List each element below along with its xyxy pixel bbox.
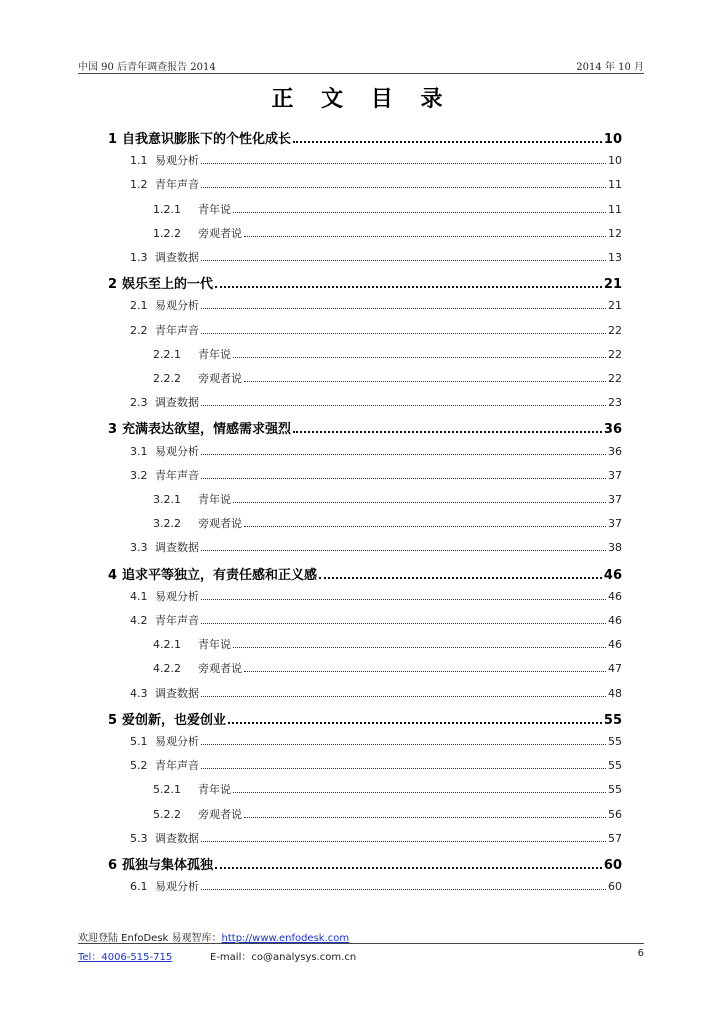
toc-entry[interactable]: [130, 830, 622, 846]
toc-entry-label: 调查数据: [155, 541, 199, 555]
toc-entry[interactable]: [153, 515, 622, 531]
toc-entry-label: 易观分析: [155, 880, 199, 894]
toc-entry-label: 青年声音: [155, 759, 199, 773]
toc-dot-leader: [201, 186, 606, 188]
toc-entry[interactable]: [130, 322, 622, 338]
toc-entry[interactable]: [153, 806, 622, 822]
toc-entry-label: 易观分析: [155, 444, 199, 458]
toc-entry-page: 46: [608, 638, 622, 652]
toc-entry-page: 37: [608, 517, 622, 531]
footer-contact: [78, 948, 644, 962]
toc-dot-leader: [201, 453, 606, 455]
toc-dot-leader: [201, 259, 606, 261]
toc-entry[interactable]: [130, 539, 622, 555]
toc-dot-leader: [244, 380, 606, 382]
toc-entry-number: 6: [108, 858, 118, 873]
toc-entry-page: 55: [603, 712, 622, 728]
toc-entry-label: 充满表达欲望，情感需求强烈: [122, 422, 292, 438]
toc-entry-page: 46: [608, 614, 622, 627]
toc-dot-leader: [244, 816, 606, 818]
toc-entry-label: 易观分析: [155, 589, 199, 603]
footer-email-label: E-mail：: [210, 952, 252, 963]
toc-entry-label: 自我意识膨胀下的个性化成长: [122, 132, 292, 147]
toc-entry-label: 易观分析: [155, 735, 199, 748]
toc-entry-number: 3.2.2: [153, 517, 181, 531]
toc-entry-number: 4.2.2: [153, 662, 181, 676]
toc-entry-number: 4.1: [130, 589, 148, 603]
toc-entry-number: 5.2: [130, 759, 148, 773]
toc-entry-page: 46: [608, 589, 622, 603]
toc-entry-number: 1.2.1: [153, 202, 181, 216]
page-title: 正 文 目 录: [271, 86, 453, 112]
toc-entry-page: 37: [608, 493, 622, 506]
toc-entry-label: 青年声音: [155, 468, 199, 482]
toc-entry-page: 47: [608, 662, 622, 676]
footer-phone-link[interactable]: Tel：4006-515-715: [78, 952, 173, 963]
toc-entry-label: 孤独与集体孤独: [122, 858, 214, 873]
toc-dot-leader: [233, 646, 606, 648]
toc-entry-page: 10: [603, 132, 622, 147]
toc-entry-number: 3: [108, 422, 118, 438]
toc-entry-number: 3.2: [130, 468, 148, 482]
toc-dot-leader: [233, 501, 606, 503]
toc-entry[interactable]: [130, 152, 622, 168]
toc-dot-leader: [244, 670, 606, 672]
toc-dot-leader: [201, 840, 606, 842]
toc-entry-number: 4.2: [130, 614, 148, 627]
toc-entry-label: 青年说: [198, 347, 231, 361]
header-divider: [78, 73, 644, 74]
toc-dot-leader: [215, 285, 602, 288]
footer-email: [210, 948, 356, 963]
toc-entry-number: 2.2: [130, 323, 148, 337]
toc-entry-page: 60: [608, 880, 622, 894]
header-date: 2014 年 10 月: [576, 62, 644, 73]
toc-entry-page: 12: [608, 226, 622, 240]
toc-entry-page: 60: [603, 858, 622, 873]
toc-entry-label: 旁观者说: [198, 517, 242, 531]
toc-entry-page: 38: [608, 541, 622, 555]
toc-entry-label: 青年说: [198, 783, 231, 797]
toc-entry-page: 56: [608, 807, 622, 821]
toc-entry-label: 调查数据: [155, 831, 199, 845]
toc-entry-number: 5.3: [130, 831, 148, 845]
toc-entry-number: 3.3: [130, 541, 148, 555]
toc-entry-label: 青年声音: [155, 614, 199, 627]
toc-entry-page: 23: [608, 396, 622, 410]
toc-entry-number: 5.1: [130, 735, 148, 748]
toc-entry-page: 36: [603, 422, 622, 438]
toc-dot-leader: [244, 525, 606, 527]
toc-entry-page: 46: [603, 567, 622, 583]
toc-entry-label: 青年声音: [155, 323, 199, 337]
toc-dot-leader: [201, 695, 606, 697]
toc-entry-number: 1.2: [130, 178, 148, 192]
toc-entry[interactable]: [108, 709, 622, 728]
toc-dot-leader: [293, 430, 602, 433]
toc-entry[interactable]: [153, 491, 622, 507]
footer-website-link[interactable]: http://www.enfodesk.com: [221, 933, 350, 944]
toc-dot-leader: [201, 598, 606, 600]
toc-entry[interactable]: [130, 467, 622, 483]
toc-entry-label: 旁观者说: [198, 662, 242, 676]
toc-entry[interactable]: [130, 612, 622, 628]
toc-entry-label: 青年说: [198, 638, 231, 652]
toc-dot-leader: [201, 743, 606, 745]
toc-entry-number: 6.1: [130, 880, 148, 894]
toc-entry-page: 36: [608, 444, 622, 458]
toc-entry-page: 13: [608, 251, 622, 264]
toc-entry-page: 37: [608, 468, 622, 482]
toc-entry[interactable]: [153, 781, 622, 797]
toc-entry-page: 11: [608, 178, 622, 192]
toc-entry[interactable]: [108, 418, 622, 437]
toc-entry-number: 1.3: [130, 251, 148, 264]
header-report-title: 中国 90 后青年调查报告 2014: [78, 62, 216, 73]
toc-dot-leader: [233, 356, 606, 358]
toc-dot-leader: [319, 576, 602, 579]
toc-entry-label: 青年说: [198, 202, 231, 216]
toc-entry[interactable]: [130, 733, 622, 749]
toc-entry[interactable]: [130, 588, 622, 604]
toc-entry-label: 调查数据: [155, 251, 199, 264]
toc-dot-leader: [244, 235, 606, 237]
toc-dot-leader: [201, 162, 606, 164]
toc-entry-number: 5: [108, 712, 118, 728]
toc-entry[interactable]: [153, 201, 622, 217]
toc-entry[interactable]: [130, 297, 622, 313]
toc-entry-label: 娱乐至上的一代: [122, 277, 214, 293]
toc-entry[interactable]: [153, 370, 622, 386]
toc-entry[interactable]: [130, 176, 622, 192]
toc-dot-leader: [201, 477, 606, 479]
toc-entry-number: 5.2.1: [153, 783, 181, 797]
footer-welcome-text: 欢迎登陆 EnfoDesk 易观智库：: [78, 933, 222, 944]
toc-entry[interactable]: [153, 346, 622, 362]
toc-entry-page: 22: [608, 372, 622, 385]
toc-dot-leader: [293, 140, 602, 143]
toc-dot-leader: [233, 791, 606, 793]
toc-entry-page: 55: [608, 759, 622, 773]
toc-entry-label: 青年声音: [155, 178, 199, 192]
toc-entry-number: 2.1: [130, 299, 148, 313]
toc-entry-number: 2: [108, 277, 118, 293]
toc-entry[interactable]: [108, 128, 622, 147]
toc-dot-leader: [215, 866, 602, 869]
toc-entry[interactable]: [130, 685, 622, 701]
toc-entry[interactable]: [153, 225, 622, 241]
toc-entry-label: 易观分析: [155, 154, 199, 168]
toc-dot-leader: [201, 549, 606, 551]
toc-entry-number: 1.1: [130, 154, 148, 168]
toc-entry-number: 4: [108, 567, 118, 583]
toc-dot-leader: [201, 767, 606, 769]
toc-entry-label: 青年说: [198, 493, 231, 506]
toc-dot-leader: [201, 622, 606, 624]
toc-entry-page: 48: [608, 686, 622, 700]
toc-entry-number: 2.2.1: [153, 347, 181, 361]
toc-entry-number: 2.2.2: [153, 372, 181, 385]
toc-entry-label: 旁观者说: [198, 226, 242, 240]
toc-entry-label: 旁观者说: [198, 372, 242, 385]
toc-entry-number: 4.2.1: [153, 638, 181, 652]
toc-entry[interactable]: [130, 249, 622, 265]
toc-entry-number: 1.2.2: [153, 226, 181, 240]
toc-entry-number: 4.3: [130, 686, 148, 700]
toc-entry[interactable]: [108, 854, 622, 873]
toc-entry[interactable]: [130, 878, 622, 894]
footer-email-address[interactable]: co@analysys.com.cn: [251, 952, 357, 963]
toc-entry[interactable]: [153, 660, 622, 676]
toc-entry-page: 21: [608, 299, 622, 313]
toc-entry-page: 57: [608, 831, 622, 845]
toc-entry-page: 22: [608, 323, 622, 337]
toc-dot-leader: [201, 404, 606, 406]
toc-dot-leader: [201, 888, 606, 890]
footer-divider: [78, 943, 644, 944]
toc-entry-label: 追求平等独立，有责任感和正义感: [122, 567, 318, 583]
footer-page-number: 6: [637, 948, 644, 959]
toc-entry-number: 5.2.2: [153, 807, 181, 821]
toc-entry-number: 1: [108, 132, 118, 147]
toc-dot-leader: [228, 721, 602, 724]
toc-entry-page: 21: [603, 277, 622, 293]
toc-entry[interactable]: [130, 394, 622, 410]
toc-entry-number: 2.3: [130, 396, 148, 410]
footer-welcome: [78, 929, 349, 944]
toc-dot-leader: [233, 211, 606, 213]
toc-entry-number: 3.2.1: [153, 493, 181, 506]
toc-entry-number: 3.1: [130, 444, 148, 458]
toc-entry-page: 11: [608, 202, 622, 216]
toc-entry-page: 22: [608, 347, 622, 361]
toc-entry-label: 调查数据: [155, 686, 199, 700]
toc-entry[interactable]: [108, 564, 622, 583]
page-header: [78, 58, 644, 74]
toc-entry-label: 旁观者说: [198, 807, 242, 821]
toc-dot-leader: [201, 332, 606, 334]
toc-entry[interactable]: [108, 273, 622, 292]
toc-entry-page: 55: [608, 783, 622, 797]
toc-entry[interactable]: [153, 636, 622, 652]
toc-entry-label: 爱创新，也爱创业: [122, 712, 227, 728]
toc-entry-page: 10: [608, 154, 622, 168]
toc-dot-leader: [201, 307, 606, 309]
toc-entry-label: 易观分析: [155, 299, 199, 313]
toc-entry[interactable]: [130, 443, 622, 459]
toc-entry-label: 调查数据: [155, 396, 199, 410]
toc-entry[interactable]: [130, 757, 622, 773]
toc-entry-page: 55: [608, 735, 622, 748]
